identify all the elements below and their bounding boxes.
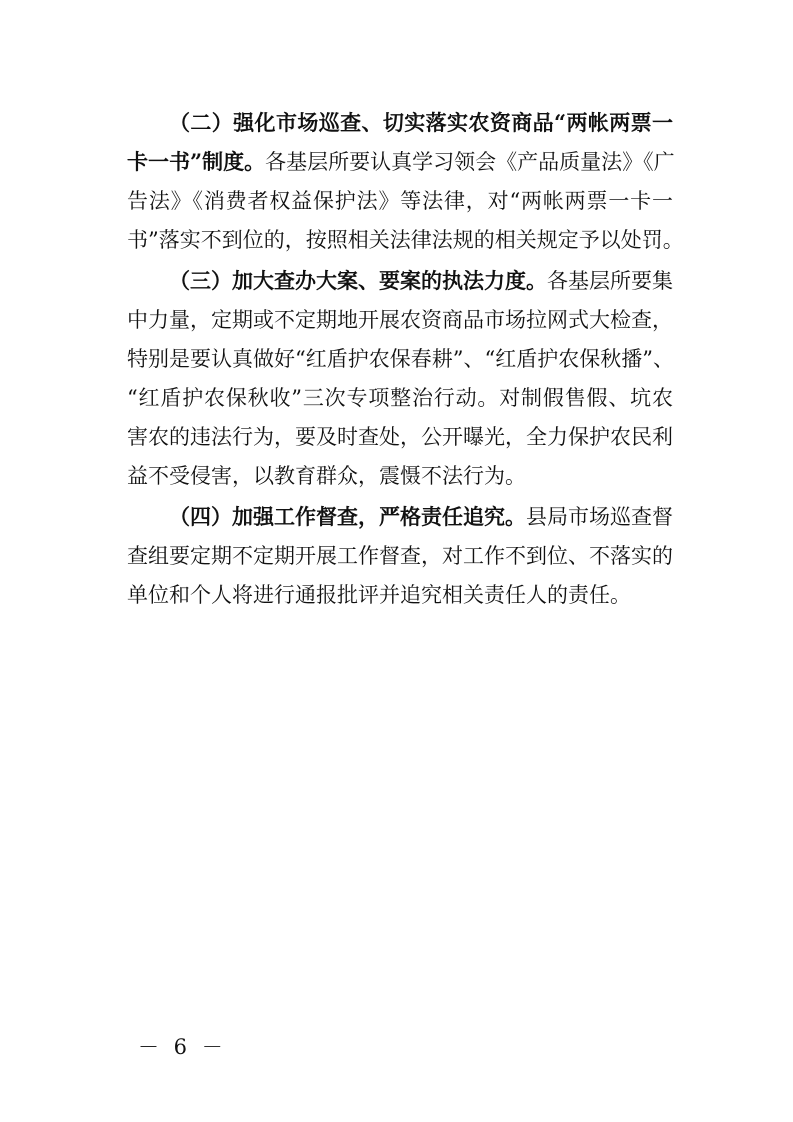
section-4-heading: （四）加强工作督查，严格责任追究。	[169, 504, 526, 529]
section-3-heading: （三）加大查办大案、要案的执法力度。	[169, 268, 547, 293]
page-number: － 6 －	[138, 1035, 227, 1059]
section-3-line-2: 中力量，定期或不定期地开展农资商品市场拉网式大检查，	[127, 308, 673, 332]
section-4-line-2: 查组要定期不定期开展工作督查，对工作不到位、不落实的	[127, 544, 673, 568]
section-4-text: 县局市场巡查督	[526, 505, 673, 529]
section-2-heading: （二）强化市场巡查、切实落实农资商品“两帐两票一	[169, 110, 673, 135]
section-3-line-4: “红盾护农保秋收”三次专项整治行动。对制假售假、坑农	[127, 386, 673, 410]
section-4-line-1	[169, 502, 673, 532]
section-3-line-6: 益不受侵害，以教育群众，震慑不法行为。	[127, 464, 526, 488]
section-2-line-3: 告法》《消费者权益保护法》等法律，对“两帐两票一卡一	[127, 189, 673, 213]
section-3-line-3: 特别是要认真做好“红盾护农保春耕”、“红盾护农保秋播”、	[127, 347, 674, 371]
section-2-heading-cont: 卡一书”制度。	[127, 149, 266, 174]
section-2-line-1	[169, 108, 673, 138]
section-3-line-5: 害农的违法行为，要及时查处，公开曝光，全力保护农民利	[127, 425, 673, 449]
section-4-line-3: 单位和个人将进行通报批评并追究相关责任人的责任。	[127, 583, 631, 607]
section-3-line-1	[169, 266, 673, 296]
section-2-line-2	[127, 147, 673, 177]
section-2-line-4: 书”落实不到位的，按照相关法律法规的相关规定予以处罚。	[127, 228, 684, 252]
section-3-text: 各基层所要集	[547, 269, 673, 293]
section-2-text: 各基层所要认真学习领会《产品质量法》《广	[265, 150, 675, 174]
